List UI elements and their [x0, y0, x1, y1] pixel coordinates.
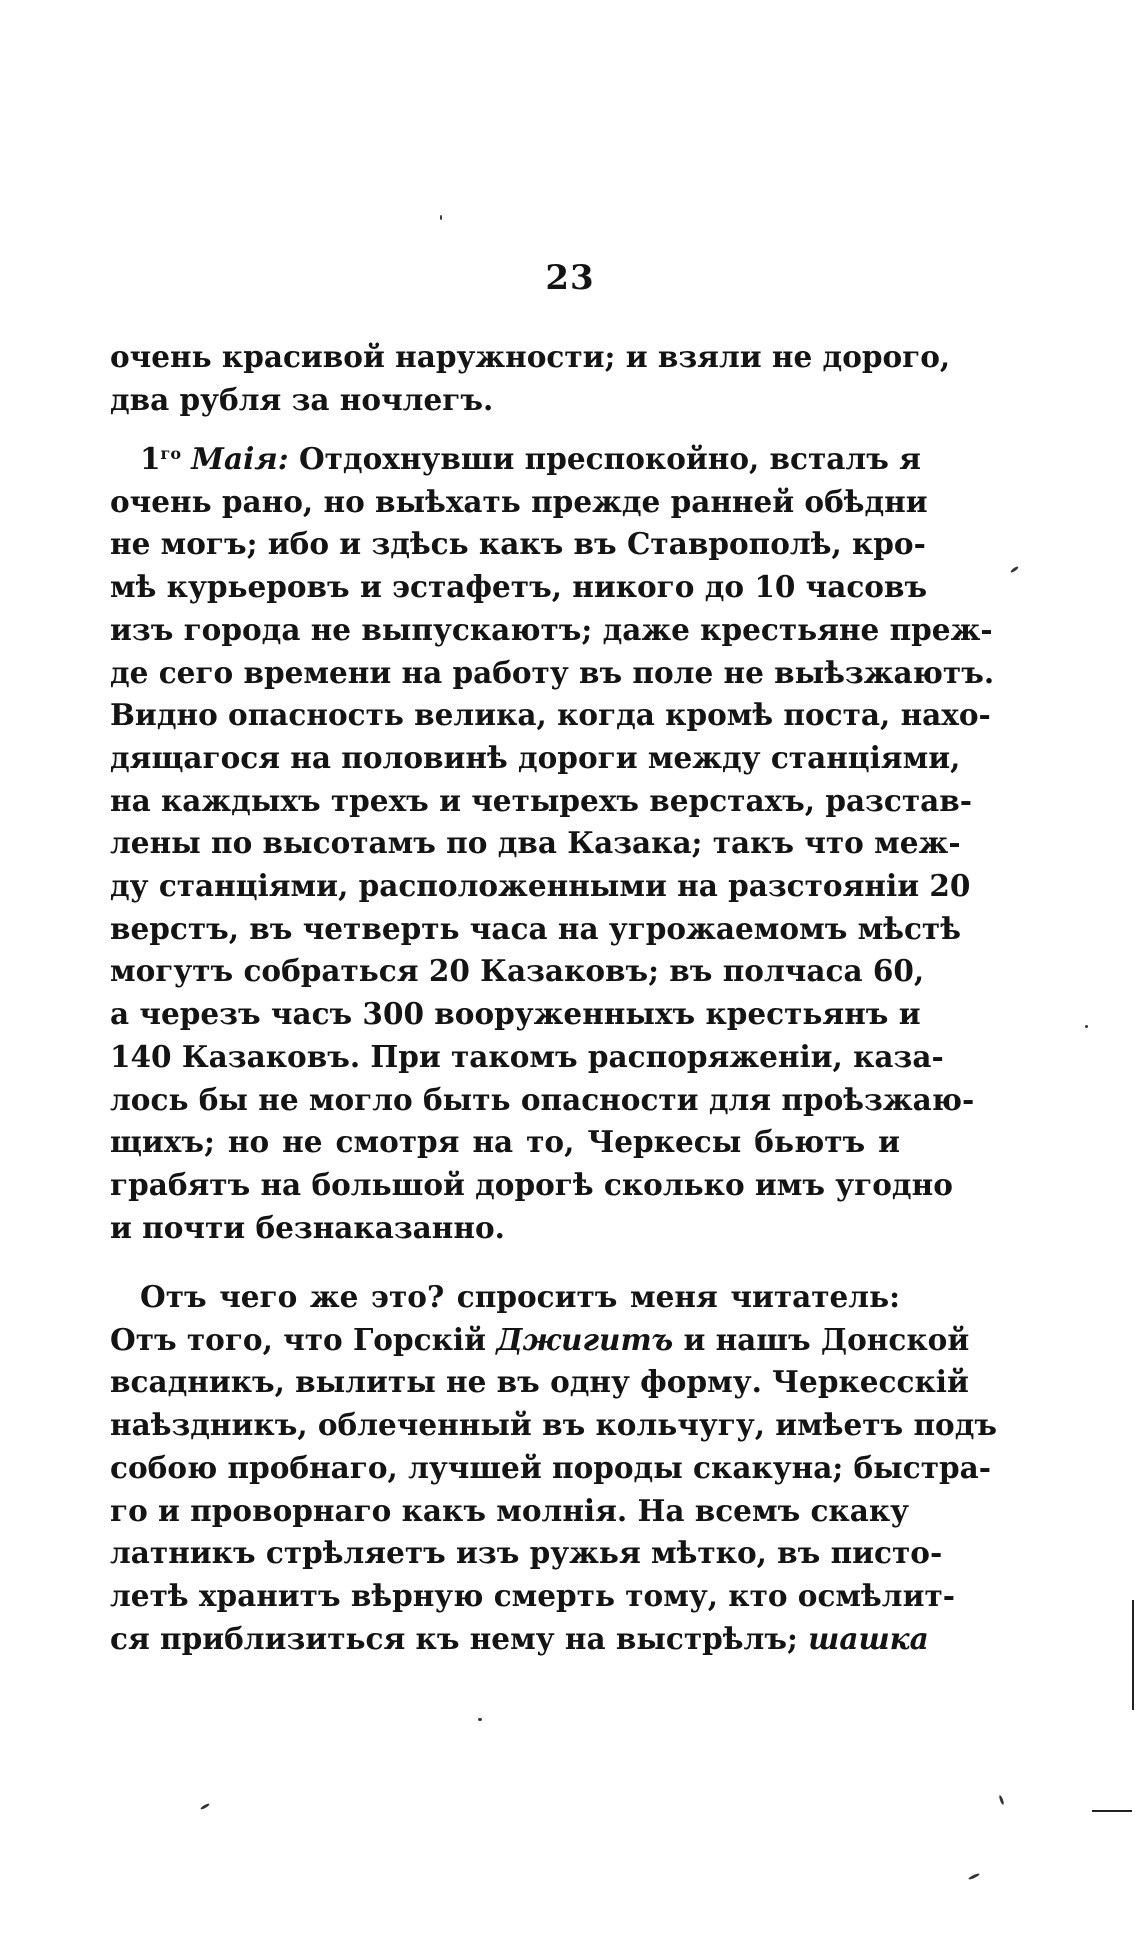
- text-line: собою пробнаго, лучшей породы скакуна; быстра-: [110, 1449, 991, 1485]
- text-line: де сего времени на работу въ поле не выѣзжаютъ.: [110, 654, 995, 690]
- scan-speck: [968, 1873, 980, 1881]
- scan-speck: [478, 1718, 482, 1721]
- text-line: щихъ; но не смотря на то, Черкесы бьютъ и: [110, 1124, 900, 1160]
- text-line: на каждыхъ трехъ и четырехъ верстахъ, разстав-: [110, 782, 972, 818]
- scan-speck: [1010, 566, 1019, 574]
- text-line: 140 Казаковъ. При такомъ распоряженіи, каза-: [110, 1038, 944, 1074]
- date-day: $1^{го}$: [140, 441, 182, 476]
- text-line: всадникъ, вылиты не въ одну форму. Черкесскій: [110, 1364, 969, 1400]
- text-line: го и проворнаго какъ молнія. На всемъ скаку: [110, 1492, 910, 1528]
- text-line: ду станціями, расположенными на разстояніи 20: [110, 868, 971, 904]
- text-fragment: ся приблизиться къ нему на выстрѣлъ;: [110, 1620, 798, 1656]
- scan-speck: [200, 1803, 210, 1811]
- text-line: изъ города не выпускаютъ; даже крестьяне преж-: [110, 611, 993, 647]
- text-line: очень красивой наружности; и взяли не дорого,: [110, 339, 951, 374]
- date-suffix: го: [160, 444, 182, 463]
- italic-term: шашка: [808, 1620, 929, 1656]
- paragraph-1: [110, 336, 951, 421]
- text-line: грабятъ на большой дорогѣ сколько имъ угодно: [110, 1166, 953, 1202]
- page-number: 23: [545, 258, 595, 298]
- paragraph-3: [110, 1276, 998, 1660]
- text-line: два рубля за ночлегъ.: [110, 381, 494, 417]
- text-line-with-italic: [110, 1319, 970, 1362]
- text-line: латникъ стрѣляетъ изъ ружья мѣтко, въ писто-: [110, 1535, 943, 1571]
- scan-edge: [1092, 1810, 1132, 1812]
- scan-speck: [440, 215, 442, 220]
- text-fragment: Отдохнувши преспокойно, всталъ я: [298, 441, 921, 476]
- text-fragment: и нашъ Донской: [683, 1321, 970, 1357]
- text-line: и почти безнаказанно.: [110, 1209, 505, 1245]
- scan-edge: [1132, 1600, 1134, 1710]
- text-line-with-italic: [110, 1618, 929, 1661]
- date-month: Маія:: [191, 441, 289, 476]
- text-line: дящагося на половинѣ дороги между станціями,: [110, 739, 961, 775]
- italic-term: Джигитъ: [496, 1321, 674, 1357]
- text-line: мѣ курьеровъ и эстафетъ, никого до 10 часовъ: [110, 569, 928, 605]
- text-line: лось бы не могло быть опасности для проѣзжаю-: [110, 1081, 975, 1117]
- scan-speck: [998, 1795, 1004, 1805]
- text-fragment: Отъ того, что Горскій: [110, 1321, 486, 1357]
- scan-speck: [1085, 1025, 1088, 1028]
- text-line: наѣздникъ, облеченный въ кольчугу, имѣетъ подъ: [110, 1407, 998, 1443]
- text-line: Отъ чего же это? спроситъ меня читатель:: [140, 1279, 900, 1314]
- text-line: летѣ хранитъ вѣрную смерть тому, кто осмѣлит-: [110, 1577, 955, 1613]
- text-line: а черезъ часъ 300 вооруженныхъ крестьянъ и: [110, 996, 921, 1032]
- paragraph-2: [110, 438, 995, 1249]
- text-line: очень рано, но выѣхать прежде ранней обѣдни: [110, 483, 928, 519]
- text-line: не могъ; ибо и здѣсь какъ въ Ставрополѣ, кро-: [110, 526, 926, 562]
- text-line: лены по высотамъ по два Казака; такъ что меж-: [110, 825, 961, 861]
- text-line: Видно опасность велика, когда кромѣ поста, нахо-: [110, 697, 991, 733]
- text-line: верстъ, въ четверть часа на угрожаемомъ мѣстѣ: [110, 910, 961, 946]
- text-line-dated: [110, 438, 921, 481]
- text-line: могутъ собраться 20 Казаковъ; въ полчаса 60,: [110, 953, 925, 989]
